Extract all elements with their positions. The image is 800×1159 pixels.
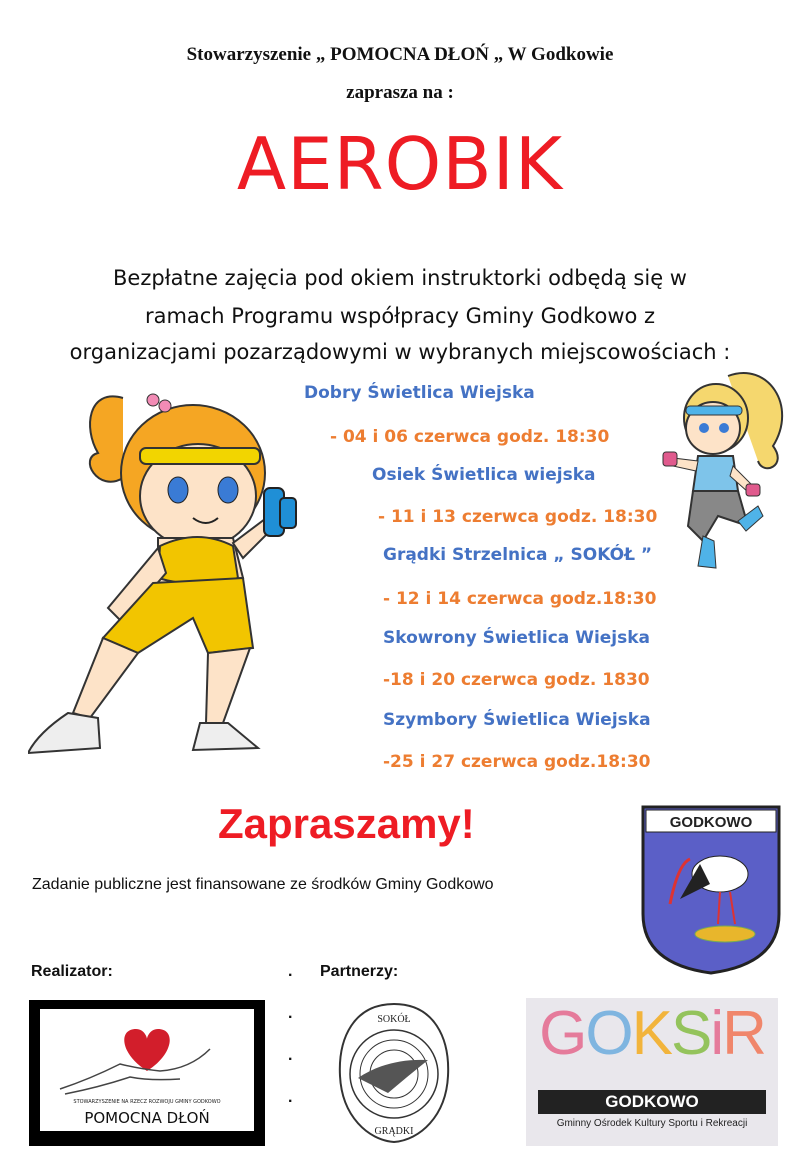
- intro-line-2: ramach Programu współpracy Gminy Godkowo z: [144, 304, 656, 328]
- sokol-club-logo: [328, 998, 460, 1148]
- schedule-location-3: Grądki Strzelnica „ SOKÓŁ ”: [383, 545, 653, 565]
- header-line-2: zaprasza na :: [346, 82, 454, 103]
- sokol-bottom-text: GRĄDKI: [374, 1126, 414, 1137]
- goksir-logo: [526, 998, 778, 1146]
- schedule-location-1: Dobry Świetlica Wiejska: [304, 383, 535, 403]
- poster-title: AEROBIK: [236, 122, 564, 206]
- bullet: .: [288, 1089, 293, 1106]
- schedule-dates-2: - 11 i 13 czerwca godz. 18:30: [378, 507, 658, 527]
- schedule-location-5: Szymbory Świetlica Wiejska: [383, 710, 651, 730]
- pomocna-name: POMOCNA DŁOŃ: [84, 1109, 210, 1127]
- header-line-1: Stowarzyszenie „ POMOCNA DŁOŃ „ W Godkowie: [186, 44, 614, 65]
- girl-with-dumbbell-illustration: [28, 378, 308, 763]
- closing-invite: Zapraszamy!: [218, 800, 475, 847]
- intro-line-1: Bezpłatne zajęcia pod okiem instruktorki odbędą się w: [113, 266, 687, 290]
- schedule-dates-3: - 12 i 14 czerwca godz.18:30: [383, 589, 657, 609]
- schedule-location-4: Skowrony Świetlica Wiejska: [383, 628, 651, 648]
- bullet: .: [288, 1047, 293, 1064]
- crest-title: GODKOWO: [669, 814, 753, 831]
- goksir-wordmark: GOKSiR: [539, 999, 765, 1068]
- schedule-dates-5: -25 i 27 czerwca godz.18:30: [383, 752, 651, 772]
- schedule-location-2: Osiek Świetlica wiejska: [372, 465, 596, 485]
- sokol-top-text: SOKÓŁ: [377, 1014, 411, 1025]
- pomocna-dlon-logo: [29, 1000, 265, 1146]
- pomocna-subtitle: STOWARZYSZENIE NA RZECZ ROZWOJU GMINY GODKOWO: [73, 1099, 221, 1105]
- funding-note: Zadanie publiczne jest finansowane ze środków Gminy Godkowo: [32, 876, 494, 893]
- bullet: .: [288, 1005, 293, 1022]
- schedule-dates-1: - 04 i 06 czerwca godz. 18:30: [330, 427, 610, 447]
- godkowo-crest-logo: [640, 804, 782, 976]
- partnerzy-label: Partnerzy:: [320, 963, 399, 980]
- goksir-town: GODKOWO: [538, 1090, 766, 1114]
- heart-hands-icon: [40, 1009, 254, 1099]
- schedule-dates-4: -18 i 20 czerwca godz. 1830: [383, 670, 650, 690]
- realizator-label: Realizator:: [31, 963, 113, 980]
- girl-exercising-illustration: [658, 366, 798, 576]
- intro-line-3: organizacjami pozarządowymi w wybranych miejscowościach :: [69, 340, 731, 364]
- bullet: .: [288, 963, 293, 980]
- goksir-fullname: Gminny Ośrodek Kultury Sportu i Rekreacji: [556, 1118, 748, 1129]
